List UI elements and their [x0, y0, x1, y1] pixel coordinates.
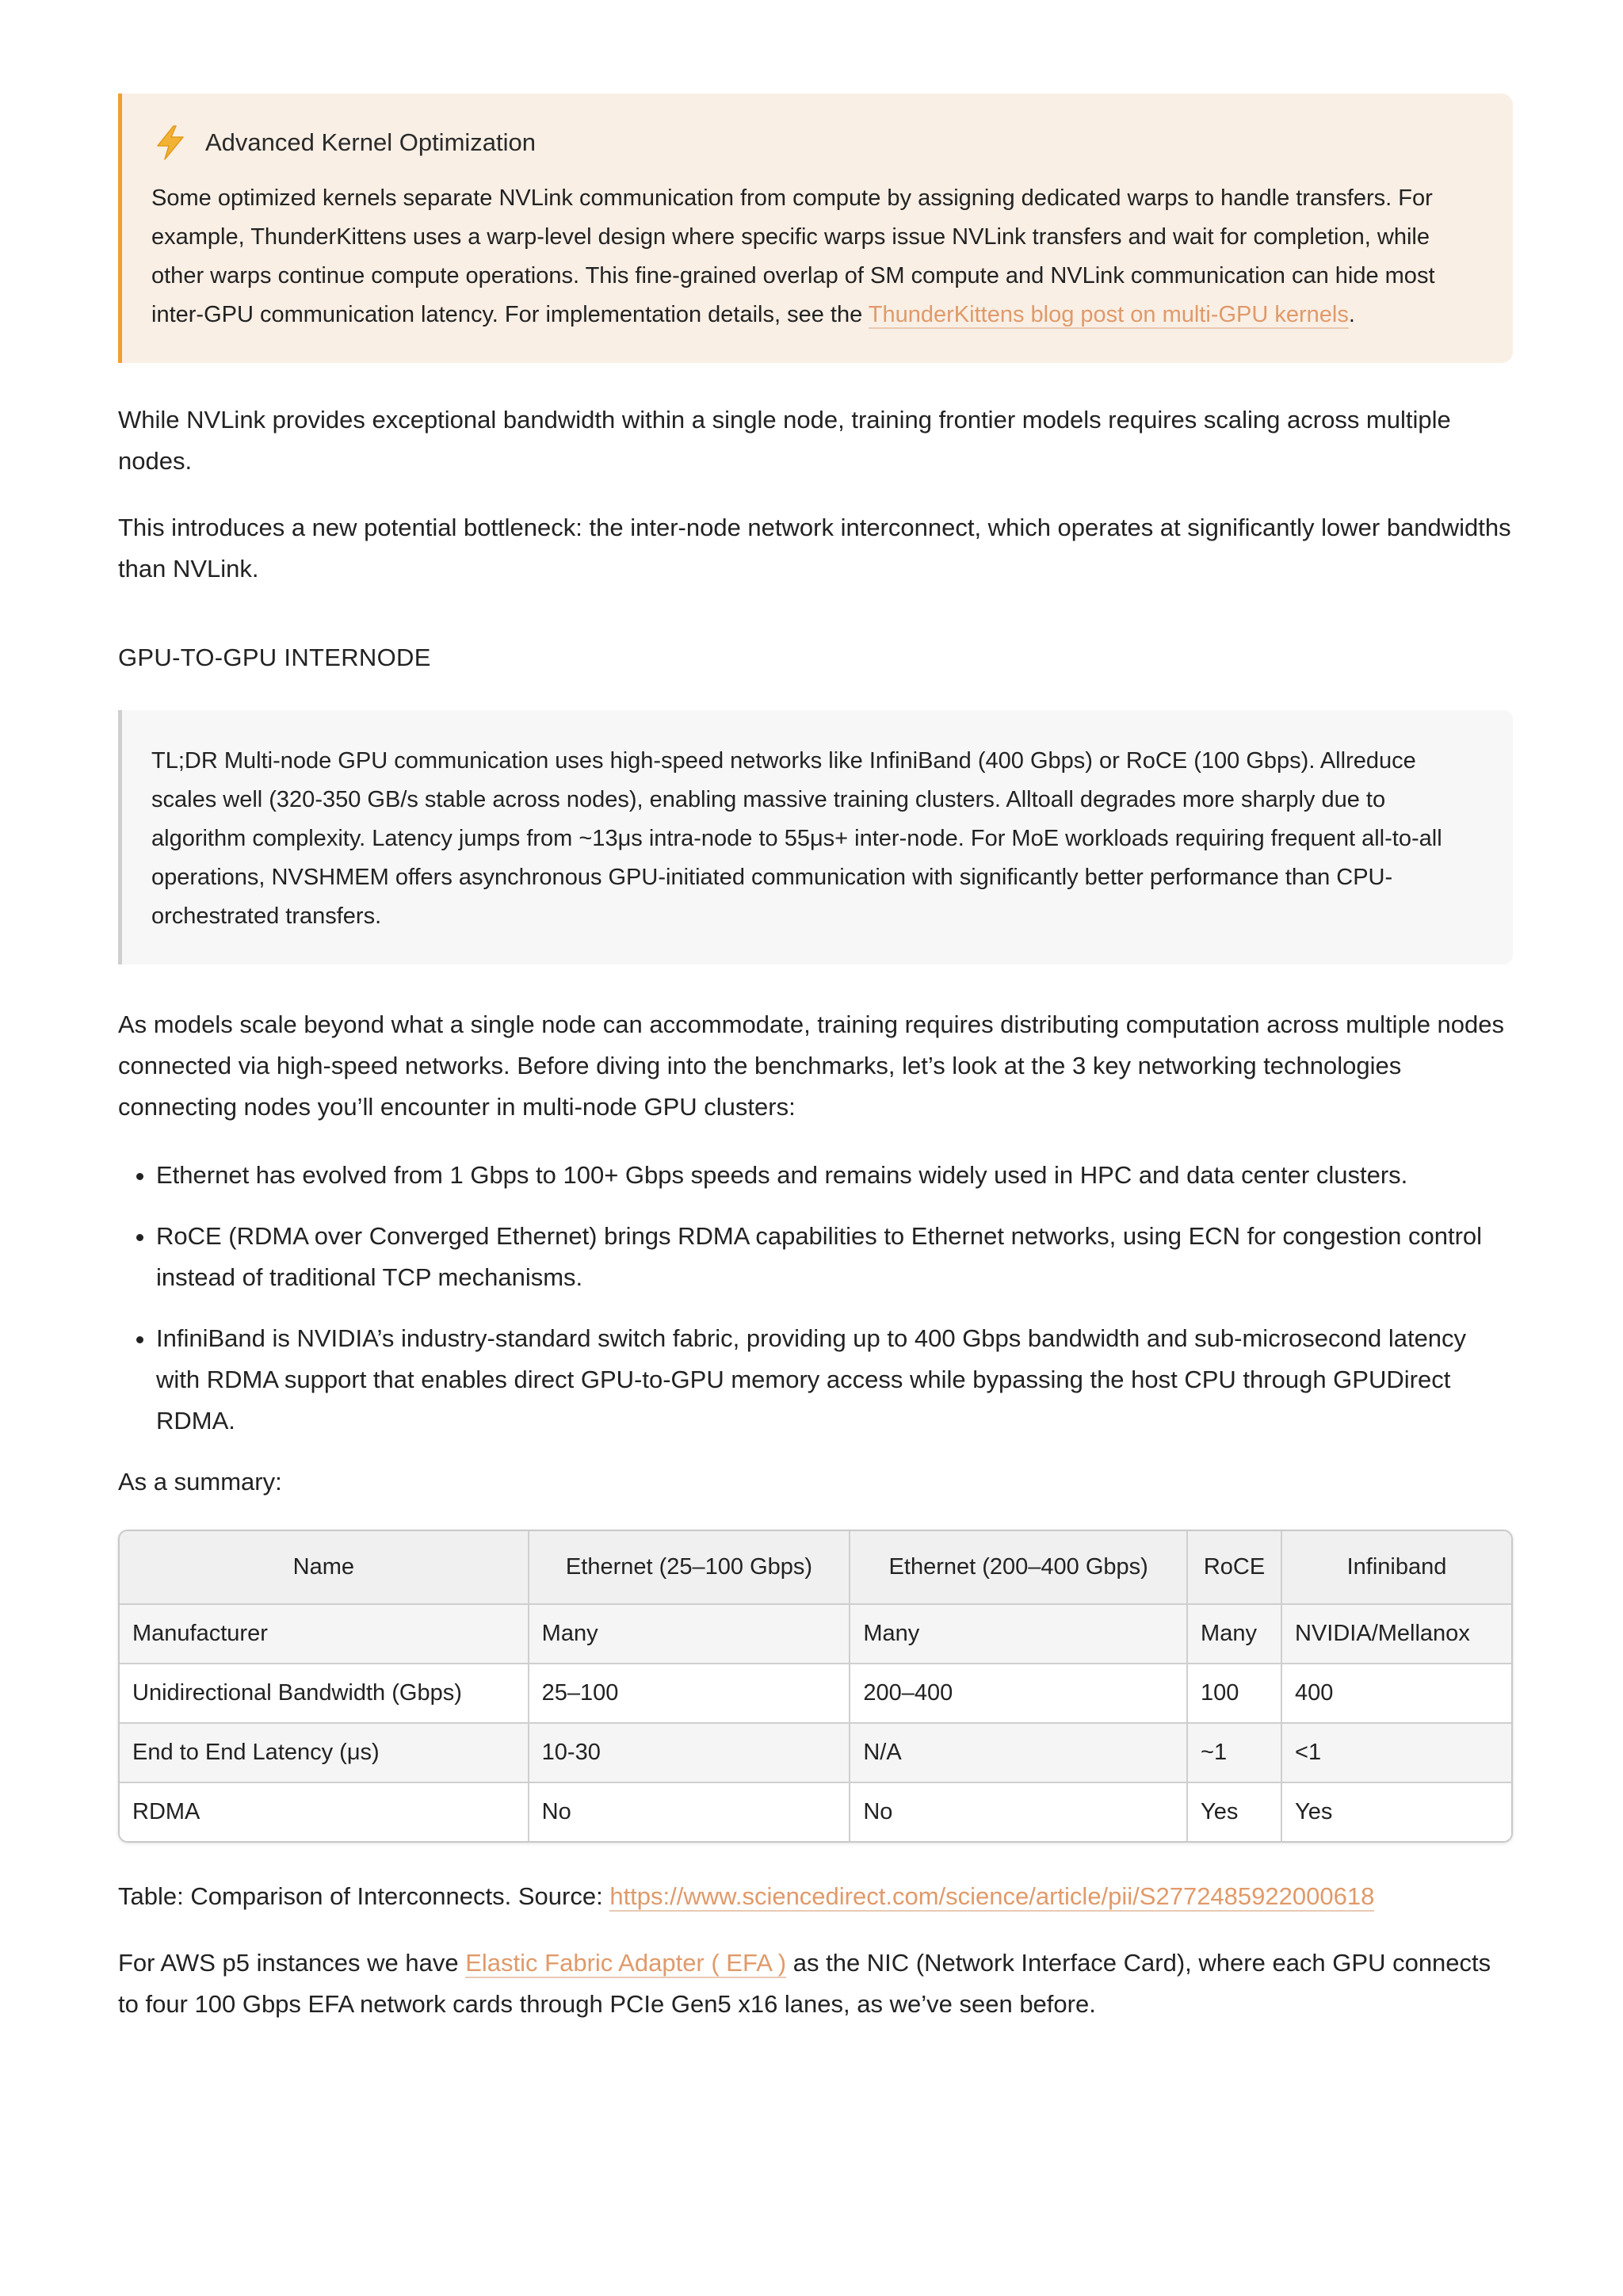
caption-text: Table: Comparison of Interconnects. Source: — [118, 1882, 610, 1910]
header-name: Name — [120, 1531, 529, 1604]
table-cell: 400 — [1281, 1664, 1511, 1723]
callout-title: Advanced Kernel Optimization — [205, 128, 537, 156]
table-cell: N/A — [850, 1723, 1187, 1782]
list-item-ethernet: • Ethernet has evolved from 1 Gbps to 100+ Gbps speeds and remains widely used in HPC and data center clusters. — [156, 1155, 1513, 1196]
table-cell: ~1 — [1187, 1723, 1281, 1782]
table-cell: No — [529, 1782, 850, 1841]
header-ethernet-25-100: Ethernet (25–100 Gbps) — [529, 1531, 850, 1604]
table-row — [120, 1664, 1511, 1723]
header-roce: RoCE — [1187, 1531, 1281, 1604]
interconnect-table — [118, 1530, 1513, 1843]
efa-text-before: For AWS p5 instances we have — [118, 1949, 466, 1977]
sciencedirect-source-link[interactable]: https://www.sciencedirect.com/science/article/pii/S2772485922000618 — [609, 1882, 1375, 1910]
table-cell: Yes — [1281, 1782, 1511, 1841]
table-cell: 10-30 — [529, 1723, 850, 1782]
table-cell: Many — [529, 1604, 850, 1664]
table-cell: Many — [850, 1604, 1187, 1664]
callout-header — [151, 124, 1481, 162]
advanced-kernel-callout — [118, 94, 1513, 363]
table-header-row — [120, 1531, 1511, 1604]
list-item-infiniband: • InfiniBand is NVIDIA’s industry-standard switch fabric, providing up to 400 Gbps bandwidth and sub-microsecond latency with RDMA support that enables direct GPU-to-GPU memory access while bypassing the host CPU through GPUDirect RDMA. — [156, 1318, 1513, 1442]
table-cell: Unidirectional Bandwidth (Gbps) — [120, 1664, 529, 1723]
section-heading-internode: GPU-TO-GPU INTERNODE — [118, 644, 431, 671]
paragraph-networking-intro: As models scale beyond what a single node can accommodate, training requires distributing computation across multiple nodes connected via high-speed networks. Before diving into the benchmarks, let’s look at the 3 key networking technologies connecting nodes you’ll encounter in multi-node GPU clusters: — [118, 1010, 1505, 1121]
table-cell: NVIDIA/Mellanox — [1281, 1604, 1511, 1664]
callout-end: . — [1348, 302, 1355, 327]
table-cell: Many — [1187, 1604, 1281, 1664]
callout-body: Some optimized kernels separate NVLink communication from compute by assigning dedicated warps to handle transfers. For example, ThunderKittens uses a warp-level design where specific warps issue NVLink transfers and wait for completion, while other warps continue compute operations. This fine-grained overlap of SM compute and NVLink communication can hide most inter-GPU communication latency. For implementation details, see the — [151, 185, 1435, 327]
callout-text — [151, 179, 1481, 334]
efa-link[interactable]: Elastic Fabric Adapter ( EFA ) — [465, 1949, 787, 1977]
table-row — [120, 1604, 1511, 1664]
tldr-box — [118, 710, 1513, 965]
table-cell: <1 — [1281, 1723, 1511, 1782]
efa-text-after: as the NIC (Network Interface Card), where each GPU connects to four 100 Gbps EFA network cards through PCIe Gen5 x16 lanes, as we’ve seen before. — [118, 1949, 1491, 2018]
table-cell: 200–400 — [850, 1664, 1187, 1723]
table-cell: RDMA — [120, 1782, 529, 1841]
list-item-roce: • RoCE (RDMA over Converged Ethernet) brings RDMA capabilities to Ethernet networks, using ECN for congestion control instead of traditional TCP mechanisms. — [156, 1216, 1513, 1298]
table-cell: 100 — [1187, 1664, 1281, 1723]
table-row — [120, 1782, 1511, 1841]
tldr-text: TL;DR Multi-node GPU communication uses high-speed networks like InfiniBand (400 Gbps) or RoCE (100 Gbps). Allreduce scales well (320-350 GB/s stable across nodes), enabling massive training clusters. Alltoall degrades more sharply due to algorithm complexity. Latency jumps from ~13μs intra-node to 55μs+ inter-node. For MoE workloads requiring frequent all-to-all operations, NVSHMEM offers asynchronous GPU-initiated communication with significantly better performance than CPU-orchestrated transfers. — [151, 748, 1442, 929]
header-infiniband: Infiniband — [1281, 1531, 1511, 1604]
article-content — [118, 94, 1513, 2025]
thunderkittens-blog-link[interactable]: ThunderKittens blog post on multi-GPU kernels — [868, 302, 1349, 327]
lightning-bolt-icon — [151, 124, 189, 162]
table-cell: End to End Latency (μs) — [120, 1723, 529, 1782]
header-ethernet-200-400: Ethernet (200–400 Gbps) — [850, 1531, 1187, 1604]
table-row — [120, 1723, 1511, 1782]
paragraph-nvlink-scaling: While NVLink provides exceptional bandwidth within a single node, training frontier models requires scaling across multiple nodes. — [118, 406, 1451, 475]
paragraph-aws-efa — [118, 1943, 1513, 2025]
table-cell: 25–100 — [529, 1664, 850, 1723]
paragraph-summary: As a summary: — [118, 1468, 282, 1496]
table-caption — [118, 1876, 1513, 1917]
table-cell: Yes — [1187, 1782, 1281, 1841]
table-cell: Manufacturer — [120, 1604, 529, 1664]
paragraph-bottleneck: This introduces a new potential bottleneck: the inter-node network interconnect, which operates at significantly lower bandwidths than NVLink. — [118, 514, 1511, 583]
networking-tech-list — [118, 1155, 1513, 1442]
table-cell: No — [850, 1782, 1187, 1841]
